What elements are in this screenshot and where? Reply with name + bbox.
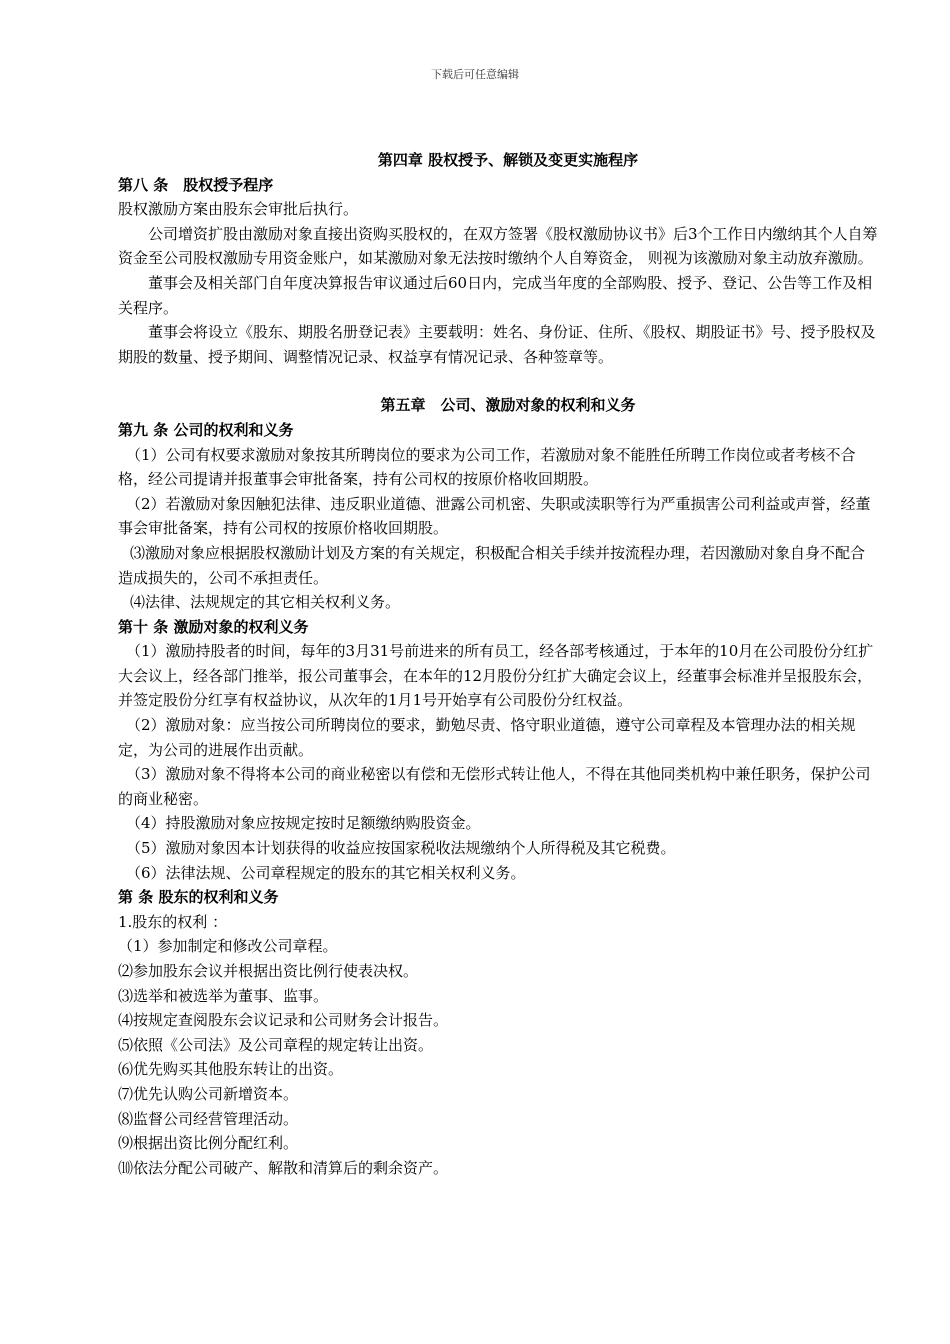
list-item: ⑶激励对象应根据股权激励计划及方案的有关规定，积极配合相关手续并按流程办理，若因激励对象自身不配合造成损失的，公司不承担责任。 (118, 543, 866, 587)
list-item: （2）若激励对象因触犯法律、违反职业道德、泄露公司机密、失职或渎职等行为严重损害公司利益或声誉，经董事会审批备案，持有公司权的按原价格收回期股。 (118, 494, 871, 538)
paragraph: 股权激励方案由股东会审批后执行。 (118, 200, 359, 219)
list-item: （3）激励对象不得将本公司的商业秘密以有偿和无偿形式转让他人，不得在其他同类机构中兼任职务，保护公司的商业秘密。 (118, 765, 871, 808)
list-item: ⑼根据出资比例分配红利。 (118, 1134, 299, 1153)
list-item: （1）激励持股者的时间，每年的3月31号前进来的所有员工，经各部考核通过，于本年的10月在公司股份分红扩大会议上，经各部门推举，报公司董事会，在本年的12月股份分红扩大确定会议上，经董事会标准并呈报股东会，并签定股份分红享有权益协议，从次年的1月1号开始享有公司股份分红权益。 (118, 642, 874, 710)
list-item: （1）公司有权要求激励对象按其所聘岗位的要求为公司工作，若激励对象不能胜任所聘工作岗位或者考核不合格，经公司提请并报董事会审批备案，持有公司权的按原价格收回期股。 (118, 445, 856, 489)
list-item: （1）参加制定和修改公司章程。 (118, 937, 338, 956)
list-item: ⑻监督公司经营管理活动。 (118, 1109, 299, 1128)
page-header: 下载后可任意编辑 (431, 68, 519, 81)
list-item: （5）激励对象因本计划获得的收益应按国家税收法规缴纳个人所得税及其它税费。 (126, 839, 676, 858)
rights-title: 1.股东的权利 ： (118, 912, 228, 931)
list-item: ⑶选举和被选举为董事、监事。 (118, 986, 329, 1005)
list-item: ⑷法律、法规规定的其它相关权利义务。 (130, 593, 401, 612)
chapter-4-title: 第四章 股权授予、解锁及变更实施程序 (377, 151, 639, 169)
list-item: ⑽依法分配公司破产、解散和清算后的剩余资产。 (118, 1158, 449, 1177)
list-item: ⑵参加股东会议并根据出资比例行使表决权。 (118, 962, 419, 980)
article-11-title: 第 条 股东的权利和义务 (118, 888, 279, 907)
paragraph: 董事会及相关部门自年度决算报告审议通过后60日内，完成当年度的全部购股、授予、登记、公告等工作及相关程序。 (118, 273, 873, 317)
list-item: （4）持股激励对象应按规定按时足额缴纳购股资金。 (126, 814, 481, 833)
chapter-5-title: 第五章 公司、激励对象的权利和义务 (380, 396, 636, 415)
article-8-title: 第八 条 股权授予程序 (118, 175, 274, 194)
paragraph: 公司增资扩股由激励对象直接出资购买股权的，在双方签署《股权激励协议书》后3个工作日内缴纳其个人自筹资金至公司股权激励专用资金账户，如某激励对象无法按时缴纳个人自筹资金， 则视为该激励对象主动放弃激励。 (118, 224, 878, 268)
article-10-title: 第十 条 激励对象的权利义务 (118, 617, 309, 636)
list-item: （6）法律法规、公司章程规定的股东的其它相关权利义务。 (126, 863, 526, 882)
list-item: （2）激励对象：应当按公司所聘岗位的要求，勤勉尽责、恪守职业道德，遵守公司章程及本管理办法的相关规定，为公司的进展作出贡献。 (118, 716, 856, 759)
list-item: ⑷按规定查阅股东会议记录和公司财务会计报告。 (118, 1011, 449, 1030)
document-body (118, 148, 878, 1180)
list-item: ⑸依照《公司法》及公司章程的规定转让出资。 (118, 1035, 434, 1054)
list-item: ⑹优先购买其他股东转让的出资。 (118, 1060, 344, 1079)
paragraph: 董事会将设立《股东、期股名册登记表》主要载明：姓名、身份证、住所、《股权、期股证书》号、授予股权及期股的数量、授予期间、调整情况记录、权益享有情况记录、各种签章等。 (118, 323, 876, 366)
article-9-title: 第九 条 公司的权利和义务 (118, 420, 294, 439)
list-item: ⑺优先认购公司新增资本。 (118, 1084, 299, 1103)
